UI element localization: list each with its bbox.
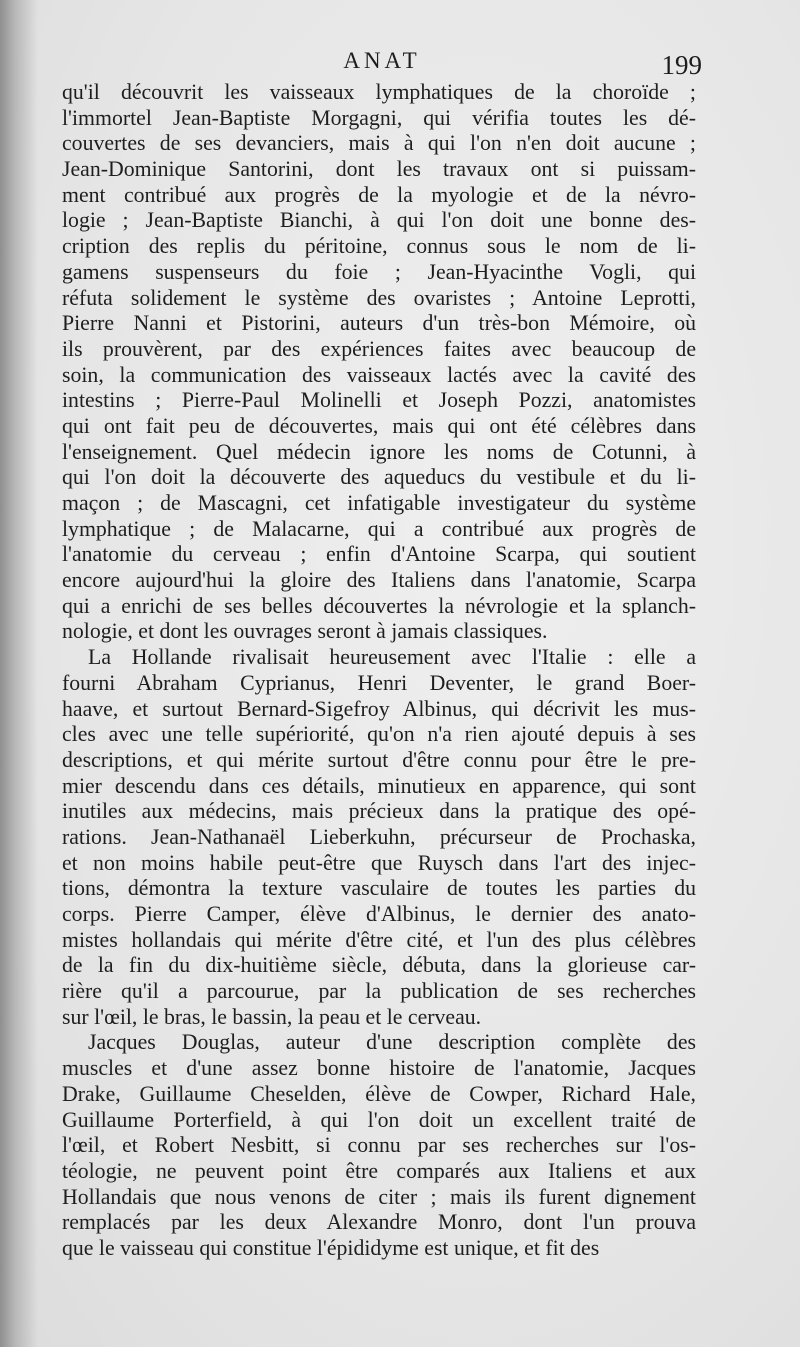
text-line: ment contribué aux progrès de la myologie et de la névro- [62, 182, 696, 207]
text-line: l'anatomie du cerveau ; enfin d'Antoine Scarpa, qui soutient [62, 542, 696, 567]
text-line: et non moins habile peut-être que Ruysch dans l'art des injec- [62, 850, 696, 875]
text-line: couvertes de ses devanciers, mais à qui l'on n'en doit aucune ; [62, 131, 696, 156]
text-line: La Hollande rivalisait heureusement avec l'Italie : elle a [88, 645, 696, 670]
text-line: fourni Abraham Cyprianus, Henri Deventer, le grand Boer- [62, 670, 696, 695]
text-line: cription des replis du péritoine, connus sous le nom de li- [62, 234, 696, 259]
text-line: qui a enrichi de ses belles découvertes la névrologie et la splanch- [62, 593, 696, 618]
text-line: intestins ; Pierre-Paul Molinelli et Joseph Pozzi, anatomistes [62, 388, 696, 413]
text-line: cles avec une telle supériorité, qu'on n'a rien ajouté depuis à ses [62, 722, 696, 747]
text-line: qu'il découvrit les vaisseaux lymphatiques de la choroïde ; [62, 80, 696, 104]
text-line: que le vaisseau qui constitue l'épididyme est unique, et fit des [62, 1235, 600, 1260]
text-line: Jean-Dominique Santorini, dont les travaux ont si puissam- [62, 157, 696, 182]
text-line: muscles et d'une assez bonne histoire de l'anatomie, Jacques [62, 1056, 696, 1081]
text-line: inutiles aux médecins, mais précieux dans la pratique des opé- [62, 799, 696, 824]
text-line: Pierre Nanni et Pistorini, auteurs d'un très-bon Mémoire, où [62, 311, 696, 336]
text-line: rations. Jean-Nathanaël Lieberkuhn, précurseur de Prochaska, [62, 824, 696, 849]
text-line: mistes hollandais qui mérite d'être cité, et l'un des plus célèbres [62, 927, 696, 952]
text-line: l'immortel Jean-Baptiste Morgagni, qui vérifia toutes les dé- [62, 105, 696, 130]
paragraph [62, 645, 696, 1030]
page-number: 199 [661, 50, 702, 80]
text-line: logie ; Jean-Baptiste Bianchi, à qui l'on doit une bonne des- [62, 208, 696, 233]
text-line: remplacés par les deux Alexandre Monro, dont l'un prouva [62, 1210, 696, 1235]
text-line: corps. Pierre Camper, élève d'Albinus, le dernier des anato- [62, 902, 696, 926]
text-line: mier descendu dans ces détails, minutieux en apparence, qui sont [62, 773, 696, 798]
text-line: rière qu'il a parcourue, par la publication de ses recherches [62, 979, 696, 1004]
text-line: réfuta solidement le système des ovaristes ; Antoine Leprotti, [62, 285, 696, 310]
text-line: soin, la communication des vaisseaux lactés avec la cavité des [62, 362, 696, 387]
text-line: qui ont fait peu de découvertes, mais qui ont été célèbres dans [62, 413, 696, 438]
text-line: sur l'œil, le bras, le bassin, la peau et le cerveau. [62, 1004, 482, 1029]
page-fold-shadow [0, 0, 38, 1347]
paragraph [62, 1030, 696, 1261]
text-line: Jacques Douglas, auteur d'une description complète des [88, 1030, 696, 1055]
text-line: ils prouvèrent, par des expériences faites avec beaucoup de [62, 336, 696, 361]
text-line: de la fin du dix-huitième siècle, débuta, dans la glorieuse car- [62, 953, 696, 978]
text-line: Hollandais que nous venons de citer ; mais ils furent dignement [62, 1184, 696, 1209]
text-line: qui l'on doit la découverte des aqueducs du vestibule et du li- [62, 465, 696, 490]
text-line: l'œil, et Robert Nesbitt, si connu par ses recherches sur l'os- [62, 1133, 696, 1158]
body-text [62, 80, 696, 1262]
text-line: nologie, et dont les ouvrages seront à jamais classiques. [62, 619, 548, 644]
text-line: maçon ; de Mascagni, cet infatigable investigateur du système [62, 491, 696, 515]
text-line: lymphatique ; de Malacarne, qui a contribué aux progrès de [62, 516, 696, 541]
text-line: haave, et surtout Bernard-Sigefroy Albinus, qui décrivit les mus- [62, 696, 696, 721]
text-line: Guillaume Porterfield, à qui l'on doit un excellent traité de [62, 1107, 696, 1132]
paragraph [62, 80, 696, 645]
text-line: encore aujourd'hui la gloire des Italiens dans l'anatomie, Scarpa [62, 568, 696, 593]
page-header [62, 48, 702, 80]
text-line: tions, démontra la texture vasculaire de toutes les parties du [62, 876, 696, 901]
running-head: ANAT [343, 48, 421, 73]
text-line: l'enseignement. Quel médecin ignore les noms de Cotunni, à [62, 439, 696, 464]
text-line: gamens suspenseurs du foie ; Jean-Hyacinthe Vogli, qui [62, 259, 696, 284]
text-line: Drake, Guillaume Cheselden, élève de Cowper, Richard Hale, [62, 1081, 696, 1106]
text-line: descriptions, et qui mérite surtout d'être connu pour être le pre- [62, 747, 696, 772]
text-line: téologie, ne peuvent point être comparés aux Italiens et aux [62, 1158, 696, 1183]
